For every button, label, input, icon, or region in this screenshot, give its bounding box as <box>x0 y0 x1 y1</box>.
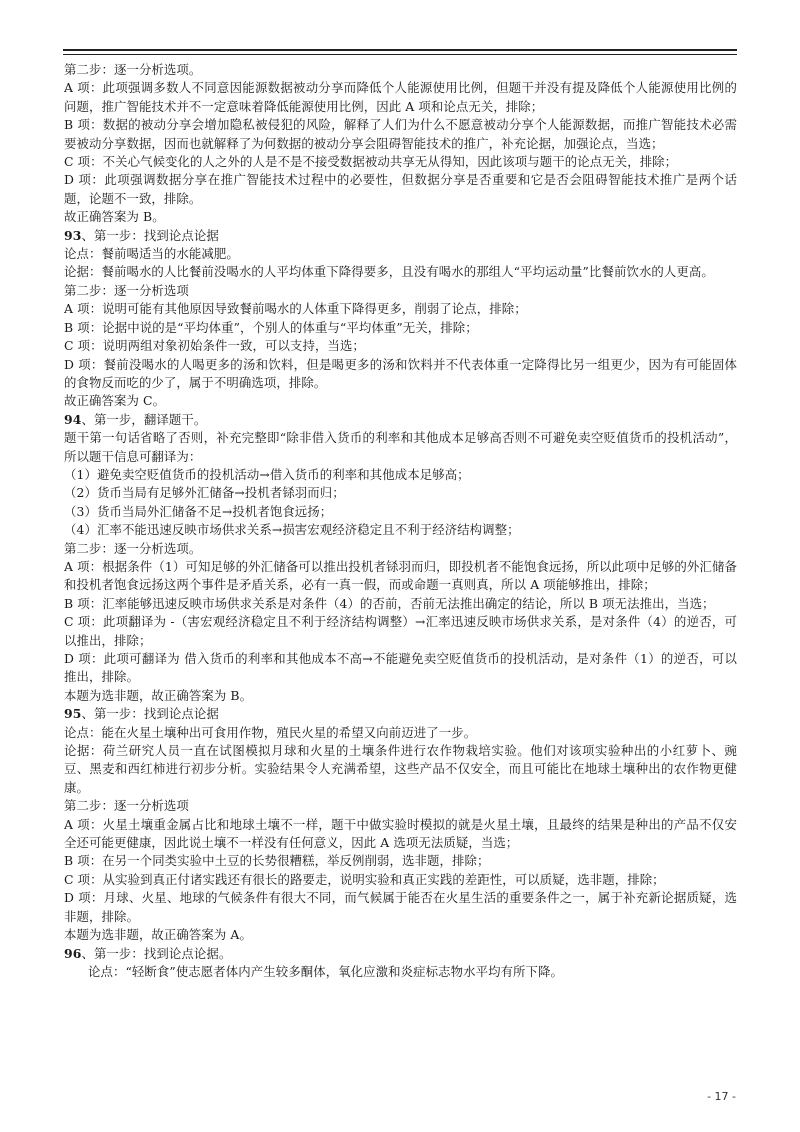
question-number: 96 <box>64 945 82 961</box>
text-line <box>64 797 737 815</box>
line-text: 论点：“轻断食”使志愿者体内产生较多酮体，氧化应激和炎症标志物水平均有所下降。 <box>88 963 564 979</box>
question-number: 93 <box>64 227 82 243</box>
text-line <box>64 484 737 502</box>
text-line <box>64 503 737 521</box>
text-line <box>64 521 737 539</box>
line-text: B 项：在另一个同类实验中土豆的长势很糟糕，举反例削弱，选非题，排除； <box>64 853 490 869</box>
question-heading <box>64 227 737 245</box>
text-line <box>64 79 737 116</box>
text-line <box>64 871 737 889</box>
line-text: 论据：荷兰研究人员一直在试图模拟月球和火星的土壤条件进行农作物栽培实验。他们对该项实验种出的小红萝卜、豌豆、黑麦和西红柿进行初步分析。实验结果令人充满希望，这些产品不仅安全，而且可能比在地球土壤种出的农作物更健康。 <box>64 743 737 795</box>
line-text: 、第一步：找到论点论据。 <box>81 945 232 961</box>
text-line <box>64 650 737 687</box>
line-text: 论据：餐前喝水的人比餐前没喝水的人平均体重下降得要多，且没有喝水的那组人“平均运动量”比餐前饮水的人更高。 <box>64 264 714 280</box>
line-text: 本题为选非题，故正确答案为 A。 <box>64 927 252 943</box>
header-rule-thick <box>63 49 737 51</box>
text-line <box>64 742 737 797</box>
text-line <box>64 282 737 300</box>
text-line <box>64 116 737 153</box>
text-line <box>64 300 737 318</box>
text-line <box>64 429 737 466</box>
line-text: 故正确答案为 C。 <box>64 393 166 409</box>
line-text: 、第一步，翻译题干。 <box>81 411 207 427</box>
text-line <box>64 466 737 484</box>
line-text: 第二步：逐一分析选项 <box>64 798 189 814</box>
line-text: 论点：餐前喝适当的水能减肥。 <box>64 246 239 262</box>
question-heading <box>64 705 737 723</box>
line-text: D 项：此项强调数据分享在推广智能技术过程中的必要性，但数据分享是否重要和它是否会阻碍智能技术推广是两个话题，论题不一致，排除。 <box>64 172 737 206</box>
question-heading <box>64 945 737 963</box>
line-text: A 项：说明可能有其他原因导致餐前喝水的人体重下降得更多，削弱了论点，排除； <box>64 301 527 317</box>
text-line <box>64 245 737 263</box>
text-line <box>64 724 737 742</box>
line-text: 本题为选非题，故正确答案为 B。 <box>64 687 253 703</box>
line-text: （3）货币当局外汇储备不足→投机者饱食远扬； <box>64 503 333 519</box>
line-text: B 项：数据的被动分享会增加隐私被侵犯的风险，解释了人们为什么不愿意被动分享个人能源数据，而推广智能技术必需要被动分享数据，因而也就解释了为何数据的被动分享会阻碍智能技术的推广，补充论据，加强论点，当选； <box>64 117 737 151</box>
line-text: A 项：此项强调多数人不同意因能源数据被动分享而降低个人能源使用比例，但题干并没有提及降低个人能源使用比例的问题，推广智能技术并不一定意味着降低能源使用比例，因此 A 项和论点无关，排除； <box>64 80 737 114</box>
line-text: A 项：根据条件（1）可知足够的外汇储备可以推出投机者铩羽而归，即投机者不能饱食远扬，所以此项中足够的外汇储备和投机者饱食远扬这两个事件是矛盾关系，必有一真一假，而或命题一真则真，所以 A 项能够推出，排除； <box>64 558 737 593</box>
question-heading <box>64 411 737 429</box>
line-text: B 项：论据中说的是“平均体重”，个别人的体重与“平均体重”无关，排除； <box>64 319 478 335</box>
header-rule-thin <box>63 54 737 55</box>
text-line <box>64 558 737 595</box>
text-line <box>64 963 737 981</box>
line-text: D 项：餐前没喝水的人喝更多的汤和饮料，但是喝更多的汤和饮料并不代表体重一定降得比另一组更少，因为有可能固体的食物反而吃的少了，属于不明确选项，排除。 <box>64 356 737 390</box>
text-line <box>64 319 737 337</box>
text-line <box>64 337 737 355</box>
text-line <box>64 540 737 558</box>
line-text: （2）货币当局有足够外汇储备→投机者铩羽而归； <box>64 485 345 501</box>
question-number: 95 <box>64 706 82 722</box>
text-line <box>64 926 737 944</box>
line-text: 故正确答案为 B。 <box>64 209 165 225</box>
line-text: 第二步：逐一分析选项。 <box>64 540 202 556</box>
line-text: C 项：此项翻译为 -（害宏观经济稳定且不利于经济结构调整）→汇率迅速反映市场供求关系，是对条件（4）的逆否，可以推出，排除； <box>64 614 737 648</box>
page-number: - 17 - <box>707 1090 736 1103</box>
text-line <box>64 816 737 853</box>
line-text: （1）避免卖空贬值货币的投机活动→借入货币的利率和其他成本足够高； <box>64 466 470 482</box>
text-line <box>64 356 737 393</box>
text-line <box>64 889 737 926</box>
text-line <box>64 263 737 281</box>
text-line <box>64 61 737 79</box>
text-line <box>64 392 737 410</box>
line-text: 题干第一句话省略了否则，补充完整即“除非借入货币的利率和其他成本足够高否则不可避免卖空贬值货币的投机活动”，所以题干信息可翻译为： <box>64 430 737 464</box>
line-text: D 项：月球、火星、地球的气候条件有很大不同，而气候属于能否在火星生活的重要条件之一，属于补充新论据质疑，选非题，排除。 <box>64 890 737 924</box>
text-line <box>64 208 737 226</box>
text-line <box>64 153 737 171</box>
text-line <box>64 595 737 613</box>
line-text: B 项：汇率能够迅速反映市场供求关系是对条件（4）的否前，否前无法推出确定的结论，所以 B 项无法推出，当选； <box>64 595 715 611</box>
document-body <box>64 61 737 981</box>
line-text: （4）汇率不能迅速反映市场供求关系→损害宏观经济稳定且不利于经济结构调整； <box>64 522 520 538</box>
line-text: C 项：不关心气候变化的人之外的人是不是不接受数据被动共享无从得知，因此该项与题干的论点无关，排除； <box>64 154 678 170</box>
line-text: 、第一步：找到论点论据 <box>81 706 219 722</box>
question-number: 94 <box>64 411 82 427</box>
text-line <box>64 687 737 705</box>
line-text: 、第一步：找到论点论据 <box>81 227 219 243</box>
line-text: C 项：说明两组对象初始条件一致，可以支持，当选； <box>64 338 365 354</box>
text-line <box>64 852 737 870</box>
line-text: A 项：火星土壤重金属占比和地球土壤不一样，题干中做实验时模拟的就是火星土壤，且最终的结果是种出的产品不仅安全还可能更健康，因此说土壤不一样没有任何意义，因此 A 选项无法质疑，当选； <box>64 816 737 851</box>
text-line <box>64 171 737 208</box>
line-text: 论点：能在火星土壤种出可食用作物，殖民火星的希望又向前迈进了一步。 <box>64 724 477 740</box>
line-text: D 项：此项可翻译为 借入货币的利率和其他成本不高→不能避免卖空贬值货币的投机活动，是对条件（1）的逆否，可以推出，排除。 <box>64 651 737 685</box>
line-text: 第二步：逐一分析选项。 <box>64 62 202 77</box>
text-line <box>64 613 737 650</box>
line-text: C 项：从实验到真正付诸实践还有很长的路要走，说明实验和真正实践的差距性，可以质疑，选非题，排除； <box>64 871 665 887</box>
line-text: 第二步：逐一分析选项 <box>64 282 189 298</box>
